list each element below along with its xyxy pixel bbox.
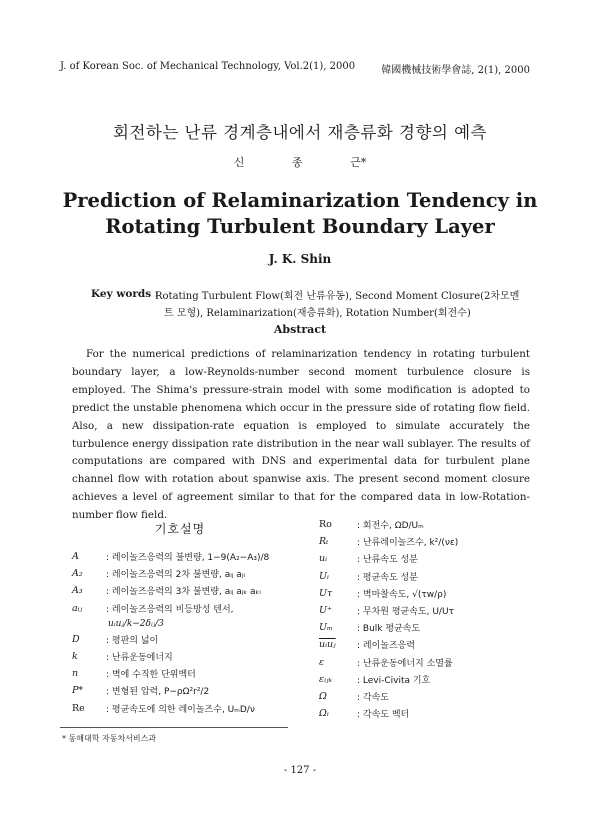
nomenclature-symbol: Ro (319, 519, 332, 531)
abstract-body (72, 346, 530, 525)
nomenclature-symbol: Rₜ (319, 536, 329, 548)
nomenclature-definition: : 레이놀즈응력의 불변량, 1−9(A₂−A₃)/8 (106, 553, 270, 564)
abstract-heading: Abstract (273, 323, 327, 336)
nomenclature-definition: : 변형된 압력, P−ρΩ²r²/2 (106, 687, 210, 698)
nomenclature-item (72, 665, 304, 682)
keywords-line-2: 트 모형), Relaminarization(재층류화), Rotation Number(회전수) (164, 308, 471, 319)
korean-author (0, 154, 600, 170)
nomenclature-definition: : 벽마찰속도, √(τw/ρ) (357, 589, 447, 600)
nomenclature-symbol: aᵢⱼ (72, 602, 83, 614)
nomenclature-symbol: Re (72, 702, 85, 714)
nomenclature-definition: : 난류레이놀즈수, k²/(νε) (357, 538, 459, 549)
nomenclature-item (72, 565, 304, 582)
nomenclature-definition: : 난류속도 성분 (357, 555, 418, 566)
nomenclature-item (72, 600, 304, 617)
nomenclature-heading: 기호설명 (154, 522, 206, 536)
nomenclature-item (319, 688, 539, 705)
nomenclature-item (319, 705, 539, 722)
nomenclature-item (319, 550, 539, 567)
english-title-line-1: Prediction of Relaminarization Tendency in (62, 189, 538, 212)
nomenclature-definition: : Levi-Civita 기호 (357, 675, 431, 686)
nomenclature-definition: : 각속도 (357, 692, 389, 703)
nomenclature-definition: : 레이놀즈응력의 비등방성 텐서, (106, 604, 234, 615)
nomenclature-item (72, 700, 304, 717)
nomenclature-definition: : 평균속도에 의한 레이놀즈수, UₘD/ν (106, 704, 255, 715)
nomenclature-definition: : 각속도 벡터 (357, 710, 410, 721)
nomenclature-item (319, 619, 539, 636)
nomenclature-item (72, 582, 304, 599)
nomenclature-definition: : Bulk 평균속도 (357, 624, 421, 635)
page-number: - 127 - (283, 765, 317, 776)
nomenclature-item (319, 585, 539, 602)
nomenclature-item (72, 631, 304, 648)
nomenclature-definition: : 레이놀즈응력 (357, 641, 416, 652)
nomenclature-definition: : 회전수, ΩD/Uₘ (357, 521, 424, 532)
nomenclature-symbol: D (72, 633, 80, 645)
nomenclature-symbol: A₃ (72, 585, 83, 597)
nomenclature-definition: : 무차원 평균속도, U/Uτ (357, 607, 454, 618)
nomenclature-definition: : 난류운동에너지 (106, 653, 173, 664)
nomenclature-symbol: Uᵢ (319, 570, 329, 582)
nomenclature-symbol: k (72, 651, 78, 663)
nomenclature-symbol: A₂ (72, 568, 83, 580)
nomenclature-item (319, 636, 539, 653)
abstract-paragraph: For the numerical predictions of relaminarization tendency in rotating turbulent boundary layer, a low-Reynolds-number second moment turbulence closure is employed. The Shima's pressure-strain model with some modification is adopted to predict the unstable phenomena which occur in the pressure side of rotating flow field. Also, a new dissipation-rate equation is employed to simulate accurately the turbulence energy dissipation rate distribution in the near wall sublayer. The results of computations are compared with DNS and experimental data for turbulent plane channel flow with rotation about spanwise axis. The present second moment closure achieves a level of agreement similar to that for the compared data in low-Rotation-number flow field. (72, 348, 530, 522)
korean-title: 회전하는 난류 경계층내에서 재층류화 경향의 예측 (113, 123, 487, 142)
nomenclature-definition: : 레이놀즈응력의 3차 불변량, aᵢⱼ aⱼₖ aₖᵢ (106, 587, 261, 598)
nomenclature-symbol: U⁺ (319, 605, 333, 617)
nomenclature-definition: : 평균속도 성분 (357, 572, 418, 583)
nomenclature-symbol: εᵢⱼₖ (319, 673, 332, 685)
journal-header-english: J. of Korean Soc. of Mechanical Technology, Vol.2(1), 2000 (60, 61, 356, 72)
nomenclature-symbol: Uτ (319, 587, 333, 599)
nomenclature-right-column (319, 516, 539, 722)
journal-header-korean: 韓國機械技術學會誌, 2(1), 2000 (381, 65, 530, 76)
nomenclature-symbol: A (72, 551, 79, 563)
nomenclature-item (319, 568, 539, 585)
nomenclature-left-column (72, 548, 304, 717)
keywords-line-1: Rotating Turbulent Flow(회전 난류유동), Second Moment Closure(2차모멘 (155, 291, 520, 302)
nomenclature-continuation: uᵢuⱼ/k−2δᵢⱼ/3 (108, 618, 164, 629)
nomenclature-symbol: Ω (319, 690, 327, 702)
nomenclature-item (319, 671, 539, 688)
keywords-label: Key words : (91, 288, 159, 300)
english-author: J. K. Shin (268, 252, 332, 266)
korean-author-part-3: 근* (350, 156, 367, 169)
nomenclature-item (72, 682, 304, 699)
korean-author-part-2: 종 (291, 156, 303, 169)
english-title (0, 188, 600, 240)
nomenclature-item (319, 533, 539, 550)
korean-author-part-1: 신 (233, 156, 245, 169)
author-affiliation-footnote: * 동해대학 자동차서비스과 (62, 734, 157, 743)
nomenclature-definition: : 난류운동에너지 소멸률 (357, 658, 453, 669)
nomenclature-item (72, 548, 304, 565)
nomenclature-symbol: n (72, 668, 79, 680)
nomenclature-symbol: Uₘ (319, 622, 333, 634)
nomenclature-symbol: uᵢuⱼ (319, 639, 336, 651)
nomenclature-symbol: P* (72, 685, 84, 697)
nomenclature-item (72, 648, 304, 665)
keywords-text (155, 288, 525, 322)
nomenclature-item (319, 516, 539, 533)
nomenclature-definition: : 레이놀즈응력의 2차 불변량, aᵢⱼ aⱼᵢ (106, 570, 245, 581)
nomenclature-symbol: Ωᵢ (319, 708, 329, 720)
nomenclature-item (319, 654, 539, 671)
nomenclature-symbol: ε (319, 656, 325, 668)
nomenclature-definition: : 평판의 넓이 (106, 635, 159, 646)
nomenclature-symbol: uᵢ (319, 553, 328, 565)
nomenclature-definition: : 벽에 수직한 단위벡터 (106, 670, 196, 681)
nomenclature-item (319, 602, 539, 619)
footnote-rule (60, 727, 288, 728)
english-title-line-2: Rotating Turbulent Boundary Layer (105, 215, 495, 238)
